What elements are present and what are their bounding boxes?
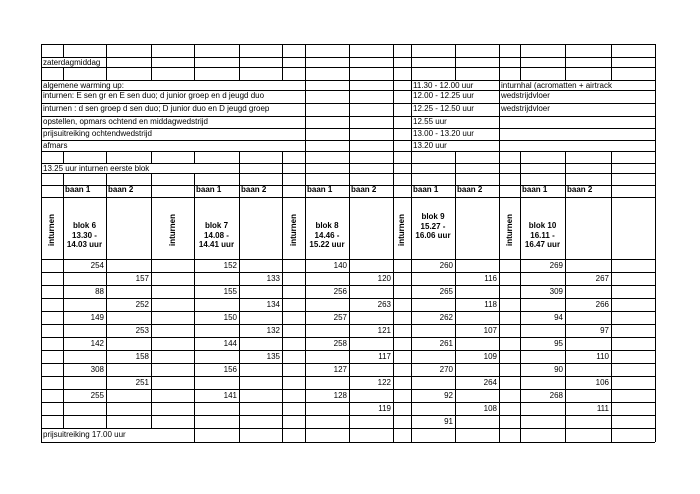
grid-line-v bbox=[194, 44, 195, 57]
baan-1-number: 265 bbox=[439, 287, 453, 296]
block-label-line: blok 8 bbox=[315, 221, 339, 230]
grid-line-v bbox=[282, 163, 283, 173]
grid-line-h bbox=[41, 272, 655, 273]
baan-2-number: 134 bbox=[266, 300, 280, 309]
grid-line-v bbox=[239, 173, 240, 185]
grid-line-v bbox=[411, 163, 412, 173]
baan-1-number: 152 bbox=[223, 261, 237, 270]
baan-1-number: 261 bbox=[439, 339, 453, 348]
baan-1-header: baan 1 bbox=[307, 185, 333, 194]
block-label-line: 14.46 - bbox=[314, 230, 340, 240]
grid-line-v bbox=[520, 67, 521, 80]
baan-2-number: 116 bbox=[484, 274, 497, 283]
baan-2-number: 252 bbox=[135, 300, 149, 309]
baan-1-number: 141 bbox=[223, 391, 237, 400]
grid-line-v bbox=[411, 428, 412, 442]
grid-line-v bbox=[151, 57, 152, 67]
grid-line-v bbox=[41, 44, 42, 442]
grid-line-h bbox=[41, 442, 655, 443]
grid-line-v bbox=[455, 151, 456, 163]
baan-1-header: baan 1 bbox=[65, 185, 91, 194]
baan-2-number: 133 bbox=[266, 274, 280, 283]
schedule-time: 12.25 - 12.50 uur bbox=[413, 104, 474, 113]
grid-line-v bbox=[239, 151, 240, 163]
grid-line-v bbox=[194, 428, 195, 442]
baan-1-number: 268 bbox=[549, 391, 563, 400]
inturnen-label: inturnen bbox=[47, 214, 56, 246]
baan-2-number: 132 bbox=[266, 326, 280, 335]
grid-line-v bbox=[239, 163, 240, 173]
grid-line-v bbox=[499, 140, 500, 151]
baan-1-number: 257 bbox=[333, 313, 347, 322]
grid-line-v bbox=[393, 57, 394, 67]
baan-1-number: 140 bbox=[333, 261, 347, 270]
schedule-location: inturnhal (acromatten + airtrack bbox=[501, 81, 612, 90]
grid-line-v bbox=[282, 57, 283, 67]
grid-line-h bbox=[41, 197, 655, 198]
grid-line-v bbox=[63, 173, 64, 185]
block-label bbox=[63, 221, 106, 250]
baan-1-header: baan 1 bbox=[196, 185, 222, 194]
grid-line-v bbox=[455, 185, 456, 428]
baan-1-number: 92 bbox=[444, 391, 453, 400]
grid-line-h bbox=[41, 350, 655, 351]
grid-line-v bbox=[282, 44, 283, 57]
baan-2-number: 135 bbox=[266, 352, 280, 361]
grid-line-h bbox=[41, 389, 655, 390]
baan-1-number: 150 bbox=[223, 313, 237, 322]
footer-prize-ceremony: prijsuitreiking 17.00 uur bbox=[43, 430, 126, 439]
grid-line-v bbox=[305, 128, 306, 140]
baan-1-number: 90 bbox=[554, 365, 563, 374]
baan-2-number: 108 bbox=[483, 404, 497, 413]
grid-line-v bbox=[520, 173, 521, 185]
grid-line-v bbox=[411, 103, 412, 116]
grid-line-v bbox=[411, 116, 412, 128]
grid-line-v bbox=[349, 173, 350, 185]
grid-line-v bbox=[455, 163, 456, 173]
schedule-time: 12.00 - 12.25 uur bbox=[413, 91, 474, 100]
grid-line-v bbox=[393, 163, 394, 173]
grid-line-v bbox=[393, 140, 394, 151]
grid-line-v bbox=[349, 80, 350, 90]
grid-line-v bbox=[499, 128, 500, 140]
grid-line-v bbox=[63, 151, 64, 163]
grid-line-v bbox=[393, 428, 394, 442]
grid-line-v bbox=[611, 57, 612, 67]
grid-line-v bbox=[106, 173, 107, 185]
grid-line-v bbox=[305, 103, 306, 116]
grid-line-v bbox=[305, 44, 306, 57]
grid-line-v bbox=[565, 67, 566, 80]
schedule-label: inturnen : d sen groep d sen duo; D junior duo en D jeugd groep bbox=[43, 104, 270, 113]
grid-line-v bbox=[393, 185, 394, 428]
grid-line-v bbox=[499, 151, 500, 163]
grid-line-v bbox=[305, 90, 306, 103]
baan-1-number: 308 bbox=[90, 365, 104, 374]
grid-line-h bbox=[41, 324, 655, 325]
grid-line-v bbox=[565, 44, 566, 57]
block-label-line: 13.30 - bbox=[72, 230, 97, 240]
grid-line-v bbox=[239, 185, 240, 428]
grid-line-v bbox=[565, 151, 566, 163]
grid-line-h bbox=[41, 173, 655, 174]
grid-line-v bbox=[305, 151, 306, 163]
baan-2-number: 119 bbox=[378, 404, 391, 413]
grid-line-v bbox=[194, 67, 195, 80]
grid-line-v bbox=[194, 151, 195, 163]
grid-line-h bbox=[41, 151, 655, 152]
grid-line-v bbox=[239, 44, 240, 57]
grid-line-v bbox=[282, 67, 283, 80]
baan-2-number: 97 bbox=[600, 326, 609, 335]
grid-line-v bbox=[499, 173, 500, 185]
block-label-line: 16.47 uur bbox=[524, 240, 561, 249]
grid-line-v bbox=[393, 44, 394, 57]
grid-line-v bbox=[411, 128, 412, 140]
grid-line-h bbox=[41, 415, 655, 416]
grid-line-v bbox=[282, 173, 283, 185]
block-label-line: blok 6 bbox=[72, 221, 97, 230]
grid-line-v bbox=[411, 57, 412, 67]
block-label-line: 15.22 uur bbox=[309, 240, 345, 249]
schedule-time: 12.55 uur bbox=[413, 117, 447, 126]
grid-line-v bbox=[393, 173, 394, 185]
baan-2-number: 118 bbox=[484, 300, 497, 309]
grid-line-v bbox=[411, 67, 412, 80]
grid-line-v bbox=[106, 44, 107, 57]
grid-line-v bbox=[305, 67, 306, 80]
schedule-location: wedstrijdvloer bbox=[501, 91, 550, 100]
grid-line-h bbox=[41, 44, 655, 45]
baan-1-number: 88 bbox=[95, 287, 104, 296]
grid-line-v bbox=[151, 44, 152, 57]
grid-line-h bbox=[41, 57, 655, 58]
block-label-line: blok 10 bbox=[528, 221, 557, 230]
block-label bbox=[305, 221, 349, 250]
grid-line-v bbox=[499, 67, 500, 80]
grid-line-v bbox=[393, 90, 394, 103]
inturnen-label: inturnen bbox=[397, 214, 406, 246]
grid-line-v bbox=[106, 57, 107, 67]
grid-line-v bbox=[611, 163, 612, 173]
grid-line-h bbox=[41, 285, 655, 286]
baan-2-number: 266 bbox=[595, 300, 609, 309]
schedule-label: opstellen, opmars ochtend en middagwedstrijd bbox=[43, 117, 208, 126]
block-label bbox=[411, 212, 455, 241]
schedule-label: prijsuitreiking ochtendwedstrijd bbox=[43, 129, 152, 138]
baan-1-number: 155 bbox=[223, 287, 237, 296]
grid-line-v bbox=[565, 428, 566, 442]
grid-line-v bbox=[411, 173, 412, 185]
baan-2-number: 267 bbox=[595, 274, 609, 283]
grid-line-v bbox=[305, 80, 306, 90]
baan-1-number: 270 bbox=[439, 365, 453, 374]
block-label-line: 14.41 uur bbox=[198, 240, 235, 249]
grid-line-v bbox=[455, 44, 456, 57]
baan-1-number: 149 bbox=[90, 313, 104, 322]
baan-1-number: 309 bbox=[549, 287, 563, 296]
grid-line-v bbox=[349, 140, 350, 151]
grid-line-v bbox=[499, 103, 500, 116]
grid-line-v bbox=[499, 57, 500, 67]
baan-2-number: 111 bbox=[596, 404, 609, 413]
baan-2-header: baan 2 bbox=[241, 185, 267, 194]
block-label-line: 14.03 uur bbox=[66, 240, 103, 249]
grid-line-v bbox=[411, 80, 412, 90]
grid-line-v bbox=[349, 103, 350, 116]
grid-line-h bbox=[41, 402, 655, 403]
block-label bbox=[194, 221, 239, 250]
baan-1-number: 91 bbox=[444, 417, 453, 426]
grid-line-v bbox=[349, 90, 350, 103]
schedule-label: afmars bbox=[43, 141, 68, 150]
grid-line-h bbox=[41, 67, 655, 68]
grid-line-v bbox=[611, 185, 612, 428]
grid-line-v bbox=[411, 90, 412, 103]
grid-line-v bbox=[655, 44, 656, 442]
baan-1-number: 255 bbox=[90, 391, 104, 400]
baan-1-number: 94 bbox=[554, 313, 563, 322]
grid-line-v bbox=[151, 151, 152, 163]
grid-line-h bbox=[41, 311, 655, 312]
grid-line-v bbox=[349, 57, 350, 67]
baan-2-number: 157 bbox=[135, 274, 149, 283]
grid-line-v bbox=[349, 428, 350, 442]
baan-2-header: baan 2 bbox=[108, 185, 134, 194]
grid-line-v bbox=[499, 116, 500, 128]
baan-2-number: 122 bbox=[377, 378, 391, 387]
grid-line-v bbox=[106, 185, 107, 428]
grid-line-v bbox=[565, 57, 566, 67]
grid-line-v bbox=[282, 428, 283, 442]
baan-2-number: 158 bbox=[135, 352, 149, 361]
grid-line-v bbox=[282, 185, 283, 428]
grid-line-v bbox=[565, 173, 566, 185]
grid-line-h bbox=[41, 363, 655, 364]
grid-line-v bbox=[349, 151, 350, 163]
baan-2-number: 253 bbox=[135, 326, 149, 335]
grid-line-v bbox=[194, 57, 195, 67]
baan-1-number: 144 bbox=[223, 339, 237, 348]
baan-1-number: 127 bbox=[333, 365, 347, 374]
grid-line-v bbox=[393, 128, 394, 140]
inturnen-label: inturnen bbox=[288, 214, 298, 246]
grid-line-h bbox=[41, 428, 655, 429]
baan-1-number: 258 bbox=[333, 339, 347, 348]
baan-2-number: 120 bbox=[377, 274, 391, 283]
grid-line-v bbox=[499, 185, 500, 428]
grid-line-v bbox=[393, 67, 394, 80]
grid-line-v bbox=[349, 163, 350, 173]
schedule-time: 11.30 - 12.00 uur bbox=[413, 81, 474, 90]
grid-line-v bbox=[611, 428, 612, 442]
grid-line-v bbox=[349, 116, 350, 128]
grid-line-h bbox=[41, 376, 655, 377]
block-label-line: 15.27 - bbox=[420, 221, 446, 231]
grid-line-h bbox=[41, 259, 655, 260]
baan-1-number: 142 bbox=[90, 339, 104, 348]
schedule-time: 13.20 uur bbox=[413, 141, 447, 150]
grid-line-v bbox=[239, 67, 240, 80]
grid-line-v bbox=[565, 163, 566, 173]
grid-line-v bbox=[520, 428, 521, 442]
grid-line-v bbox=[63, 67, 64, 80]
grid-line-v bbox=[239, 428, 240, 442]
baan-2-number: 263 bbox=[377, 300, 391, 309]
baan-1-number: 256 bbox=[333, 287, 347, 296]
grid-line-v bbox=[455, 57, 456, 67]
grid-line-h bbox=[41, 298, 655, 299]
block-label-line: blok 9 bbox=[421, 212, 445, 221]
grid-line-v bbox=[349, 44, 350, 57]
grid-line-v bbox=[151, 185, 152, 428]
baan-2-header: baan 2 bbox=[457, 185, 483, 194]
baan-2-number: 251 bbox=[135, 378, 149, 387]
grid-line-v bbox=[499, 428, 500, 442]
schedule-location: wedstrijdvloer bbox=[501, 104, 550, 113]
grid-line-v bbox=[305, 428, 306, 442]
grid-line-v bbox=[106, 67, 107, 80]
grid-line-v bbox=[305, 116, 306, 128]
baan-2-number: 110 bbox=[596, 352, 609, 361]
grid-line-v bbox=[305, 173, 306, 185]
grid-line-v bbox=[393, 116, 394, 128]
inturnen-label: inturnen bbox=[167, 214, 177, 246]
block-label-line: blok 7 bbox=[204, 221, 229, 230]
grid-line-v bbox=[239, 57, 240, 67]
baan-1-number: 262 bbox=[439, 313, 453, 322]
baan-2-number: 121 bbox=[377, 326, 391, 335]
grid-line-v bbox=[611, 173, 612, 185]
grid-line-v bbox=[393, 151, 394, 163]
baan-1-header: baan 1 bbox=[522, 185, 548, 194]
baan-2-number: 117 bbox=[378, 352, 391, 361]
grid-line-v bbox=[349, 67, 350, 80]
grid-line-v bbox=[305, 57, 306, 67]
baan-2-number: 106 bbox=[595, 378, 609, 387]
grid-line-v bbox=[63, 44, 64, 57]
schedule-label: algemene warming up: bbox=[43, 81, 124, 90]
grid-line-v bbox=[411, 140, 412, 151]
grid-line-v bbox=[565, 185, 566, 428]
grid-line-v bbox=[455, 173, 456, 185]
baan-2-header: baan 2 bbox=[351, 185, 377, 194]
grid-line-v bbox=[411, 151, 412, 163]
grid-line-v bbox=[520, 44, 521, 57]
baan-1-number: 254 bbox=[90, 261, 104, 270]
grid-line-v bbox=[499, 80, 500, 90]
grid-line-v bbox=[499, 163, 500, 173]
grid-line-v bbox=[499, 44, 500, 57]
grid-line-v bbox=[349, 185, 350, 428]
grid-line-v bbox=[151, 173, 152, 185]
block-label-line: 14.08 - bbox=[204, 230, 229, 240]
grid-line-v bbox=[151, 67, 152, 80]
grid-line-v bbox=[520, 163, 521, 173]
baan-2-number: 107 bbox=[483, 326, 497, 335]
grid-line-v bbox=[455, 428, 456, 442]
baan-1-number: 156 bbox=[223, 365, 237, 374]
baan-2-number: 109 bbox=[483, 352, 497, 361]
baan-2-header: baan 2 bbox=[567, 185, 593, 194]
baan-1-header: baan 1 bbox=[413, 185, 439, 194]
grid-line-v bbox=[349, 128, 350, 140]
grid-line-v bbox=[455, 67, 456, 80]
grid-line-v bbox=[611, 151, 612, 163]
grid-line-v bbox=[611, 44, 612, 57]
schedule-label: inturnen: E sen gr en E sen duo; d junior groep en d jeugd duo bbox=[43, 91, 265, 100]
grid-line-v bbox=[305, 140, 306, 151]
grid-line-v bbox=[520, 57, 521, 67]
baan-1-number: 269 bbox=[549, 261, 563, 270]
first-block-note: 13.25 uur inturnen eerste blok bbox=[43, 164, 150, 173]
block-label-line: 16.11 - bbox=[530, 230, 555, 240]
baan-1-number: 128 bbox=[333, 391, 347, 400]
grid-line-v bbox=[282, 151, 283, 163]
baan-1-number: 260 bbox=[439, 261, 453, 270]
grid-line-v bbox=[106, 151, 107, 163]
grid-line-v bbox=[520, 151, 521, 163]
grid-line-v bbox=[411, 44, 412, 57]
inturnen-label: inturnen bbox=[504, 214, 514, 246]
baan-1-number: 95 bbox=[554, 339, 563, 348]
grid-line-v bbox=[393, 80, 394, 90]
section-title: zaterdagmiddag bbox=[43, 58, 101, 67]
grid-line-v bbox=[393, 103, 394, 116]
baan-2-number: 264 bbox=[483, 378, 497, 387]
schedule-time: 13.00 - 13.20 uur bbox=[413, 129, 474, 138]
grid-line-h bbox=[41, 337, 655, 338]
grid-line-v bbox=[499, 90, 500, 103]
block-label bbox=[520, 221, 565, 250]
block-label-line: 16.06 uur bbox=[415, 231, 451, 240]
grid-line-v bbox=[305, 163, 306, 173]
grid-line-v bbox=[194, 173, 195, 185]
grid-line-h bbox=[41, 140, 655, 141]
grid-line-v bbox=[611, 67, 612, 80]
